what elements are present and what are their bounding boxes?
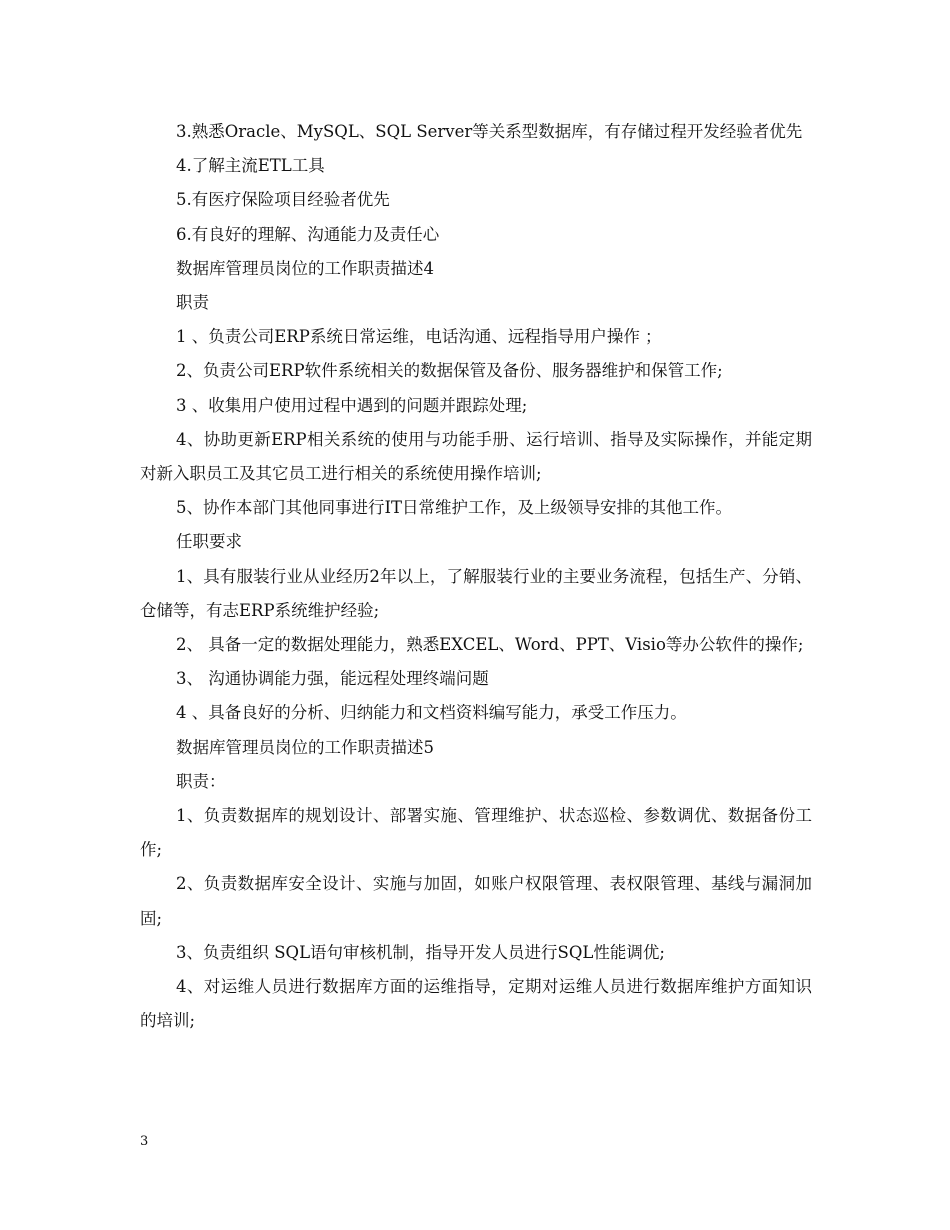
paragraph-skill-medical-insurance: 5.有医疗保险项目经验者优先 (176, 190, 390, 210)
paragraph-duty-4: 4、协助更新ERP相关系统的使用与功能手册、运行培训、指导及实际操作，并能定期对新入职员工及其它员工进行相关的系统使用操作培训; (140, 429, 812, 484)
subheading-duties: 职责 (176, 293, 209, 313)
section-heading-5: 数据库管理员岗位的工作职责描述5 (176, 737, 434, 757)
paragraph-requirement-3: 3、 沟通协调能力强，能远程处理终端问题 (176, 669, 489, 689)
paragraph-duty-5-2: 2、负责数据库安全设计、实施与加固，如账户权限管理、表权限管理、基线与漏洞加固; (140, 874, 812, 928)
paragraph-skill-communication: 6.有良好的理解、沟通能力及责任心 (176, 224, 440, 244)
paragraph-skill-etl: 4.了解主流ETL工具 (176, 156, 325, 176)
paragraph-requirement-1: 1、具有服装行业从业经历2年以上，了解服装行业的主要业务流程，包括生产、分销、仓储等，有志ERP系统维护经验; (140, 566, 812, 620)
document-body (140, 115, 812, 1038)
paragraph-duty-3: 3 、收集用户使用过程中遇到的问题并跟踪处理; (176, 395, 528, 415)
paragraph-duty-5-3: 3、负责组织 SQL语句审核机制，指导开发人员进行SQL性能调优; (176, 942, 665, 962)
paragraph-requirement-4: 4 、具备良好的分析、归纳能力和文档资料编写能力，承受工作压力。 (176, 703, 687, 723)
section-heading-4: 数据库管理员岗位的工作职责描述4 (176, 258, 434, 278)
paragraph-duty-2: 2、负责公司ERP软件系统相关的数据保管及备份、服务器维护和保管工作; (176, 361, 723, 381)
paragraph-skill-databases: 3.熟悉Oracle、MySQL、SQL Server等关系型数据库，有存储过程开发经验者优先 (176, 122, 803, 141)
subheading-duties-5: 职责： (176, 771, 226, 791)
paragraph-duty-5-4: 4、对运维人员进行数据库方面的运维指导，定期对运维人员进行数据库维护方面知识的培训; (140, 977, 812, 1031)
paragraph-duty-5-1: 1、负责数据库的规划设计、部署实施、管理维护、状态巡检、参数调优、数据备份工作; (140, 806, 812, 860)
paragraph-requirement-2: 2、 具备一定的数据处理能力，熟悉EXCEL、Word、PPT、Visio等办公软件的操作; (176, 635, 804, 655)
subheading-requirements: 任职要求 (176, 532, 242, 552)
page-number: 3 (140, 1134, 149, 1149)
paragraph-duty-5: 5、协作本部门其他同事进行IT日常维护工作，及上级领导安排的其他工作。 (176, 498, 733, 518)
paragraph-duty-1: 1 、负责公司ERP系统日常运维，电话沟通、远程指导用户操作 ； (176, 327, 662, 347)
